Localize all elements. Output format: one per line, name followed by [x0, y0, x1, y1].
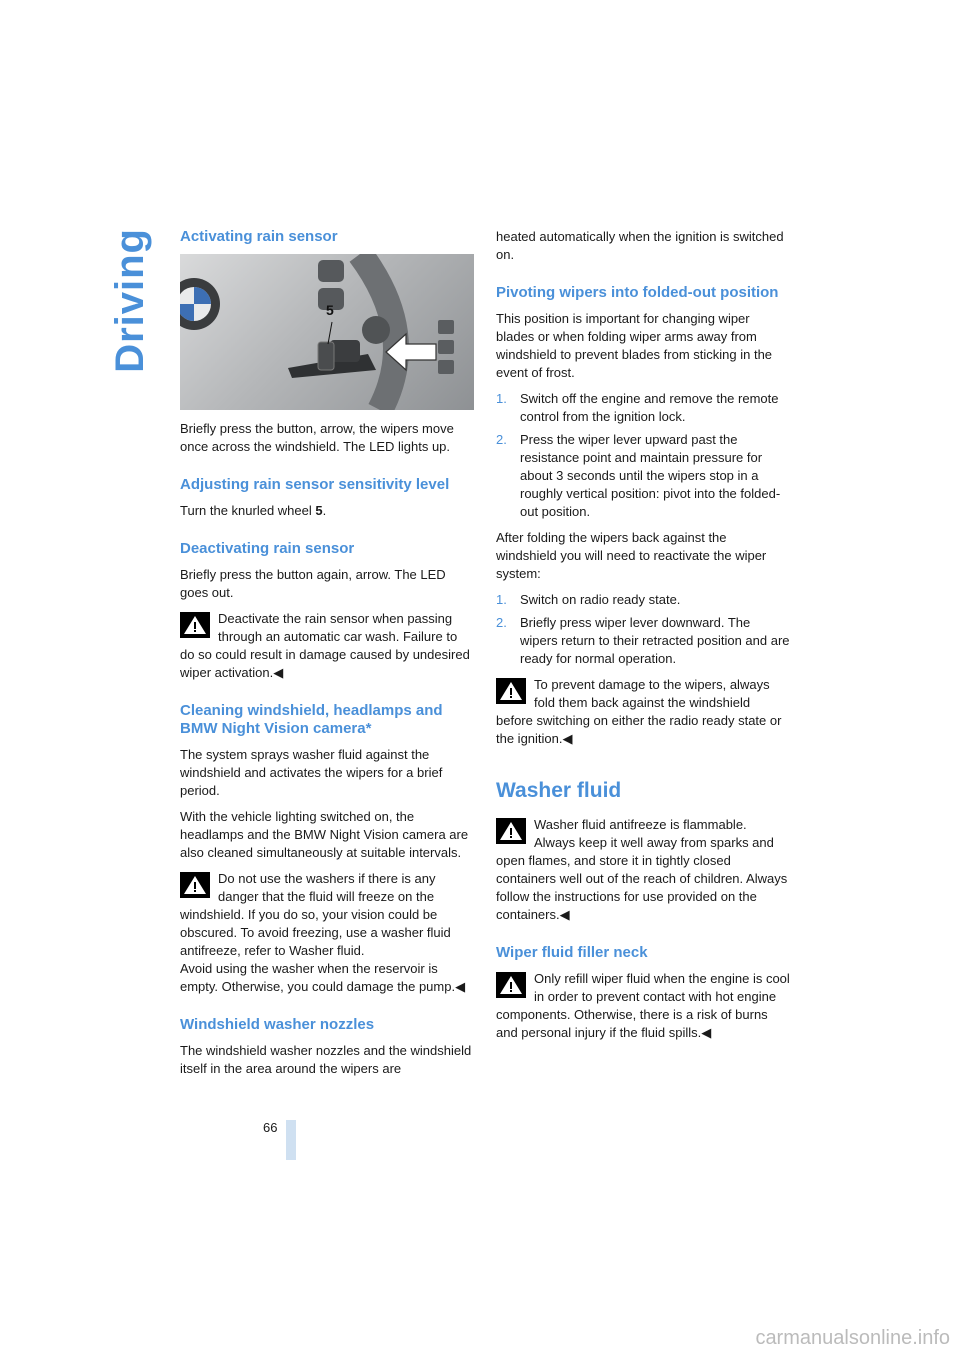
paragraph-activate: Briefly press the button, arrow, the wipers move once across the windshield. The LED lights up.: [180, 421, 454, 454]
warning-triangle-icon: [496, 972, 526, 998]
warning-triangle-icon: [180, 612, 210, 638]
paragraph-deactivate: Briefly press the button again, arrow. The LED goes out.: [180, 567, 446, 600]
warning-freeze: [180, 870, 474, 996]
heading-washer-fluid: Washer fluid: [496, 779, 622, 802]
page-number-bar: [286, 1120, 296, 1160]
page-number: 66: [263, 1120, 278, 1135]
adjust-wheel-number: 5: [315, 503, 323, 518]
step-text: Briefly press wiper lever downward. The wipers return to their retracted position and are ready for normal operation.: [520, 615, 790, 666]
list-item: [496, 431, 790, 521]
warning-triangle-icon: [496, 678, 526, 704]
bmw-logo-icon: [180, 278, 220, 330]
heading-washer-nozzles: Windshield washer nozzles: [180, 1016, 375, 1033]
steering-wheel-photo: [180, 254, 474, 410]
paragraph-cleaning-2: With the vehicle lighting switched on, the headlamps and the BMW Night Vision camera are also cleaned simultaneously at suitable intervals.: [180, 809, 469, 860]
paragraph-after-folding: After folding the wipers back against the windshield you will need to reactivate the wiper system:: [496, 530, 767, 581]
list-item: [496, 591, 790, 609]
heading-filler-neck: Wiper fluid filler neck: [496, 944, 648, 961]
list-item: [496, 614, 790, 668]
steering-wheel-illustration: [180, 254, 474, 410]
section-tab: Driving: [108, 228, 152, 373]
steps-reactivate: [496, 591, 790, 668]
step-text: Switch on radio ready state.: [520, 592, 681, 607]
heading-adjusting-sensitivity: Adjusting rain sensor sensitivity level: [180, 476, 450, 493]
list-item: [496, 390, 790, 426]
warning-empty-reservoir-text: Avoid using the washer when the reservoir is empty. Otherwise, you could damage the pump.◀: [180, 961, 466, 994]
step-number: 1.: [496, 391, 507, 406]
paragraph-adjust: [180, 502, 474, 520]
step-number: 1.: [496, 592, 507, 607]
paragraph-cleaning-1: The system sprays washer fluid against the windshield and activates the wipers for a brief period.: [180, 747, 443, 798]
warning-hot-engine: [496, 970, 790, 1042]
warning-flammable-text: Washer fluid antifreeze is flammable. Always keep it well away from sparks and open flames, and store it in tightly closed containers well out of the reach of children. Always follow the instructions for use provided on the containers.◀: [496, 817, 788, 922]
warning-fold-back-text: To prevent damage to the wipers, always fold them back against the windshield before switching on either the radio ready state or the ignition.◀: [496, 677, 782, 746]
warning-freeze-text: Do not use the washers if there is any danger that the fluid will freeze on the windshield. If you do so, your vision could be obscured. To avoid freezing, use a washer fluid antifreeze, refer to Washer fluid.: [180, 871, 451, 958]
heading-activating-rain-sensor: Activating rain sensor: [180, 228, 338, 245]
left-column: [180, 228, 474, 1086]
steps-fold-out: [496, 390, 790, 521]
heading-deactivating-rain-sensor: Deactivating rain sensor: [180, 540, 355, 557]
right-column: [496, 228, 790, 1050]
step-number: 2.: [496, 615, 507, 630]
paragraph-pivot: This position is important for changing wiper blades or when folding wiper arms away from windshield to prevent blades from sticking in the event of frost.: [496, 311, 773, 380]
adjust-text: Turn the knurled wheel: [180, 503, 316, 518]
heading-pivoting-wipers: Pivoting wipers into folded-out position: [496, 284, 779, 301]
callout-label-5: 5: [326, 302, 334, 318]
step-text: Switch off the engine and remove the remote control from the ignition lock.: [520, 391, 779, 424]
warning-fold-back: [496, 676, 790, 748]
warning-triangle-icon: [180, 872, 210, 898]
step-text: Press the wiper lever upward past the resistance point and maintain pressure for about 3 seconds until the wipers stop in a roughly vertical position: pivot into the folded-out position.: [520, 432, 781, 519]
adjust-period: .: [322, 503, 327, 518]
heading-cleaning-windshield: Cleaning windshield, headlamps and BMW Night Vision camera*: [180, 702, 443, 737]
warning-car-wash-text: Deactivate the rain sensor when passing through an automatic car wash. Failure to do so could result in damage caused by undesired wiper activation.◀: [180, 611, 470, 680]
warning-triangle-icon: [496, 818, 526, 844]
watermark: carmanualsonline.info: [755, 1327, 950, 1349]
warning-hot-engine-text: Only refill wiper fluid when the engine is cool in order to prevent contact with hot engine components. Otherwise, there is a risk of burns and personal injury if the fluid spills.◀: [496, 971, 790, 1040]
warning-flammable: [496, 816, 790, 924]
paragraph-heated-continued: heated automatically when the ignition is switched on.: [496, 229, 784, 262]
paragraph-nozzles: The windshield washer nozzles and the windshield itself in the area around the wipers are: [180, 1043, 472, 1076]
step-number: 2.: [496, 432, 507, 447]
warning-car-wash: [180, 610, 474, 682]
